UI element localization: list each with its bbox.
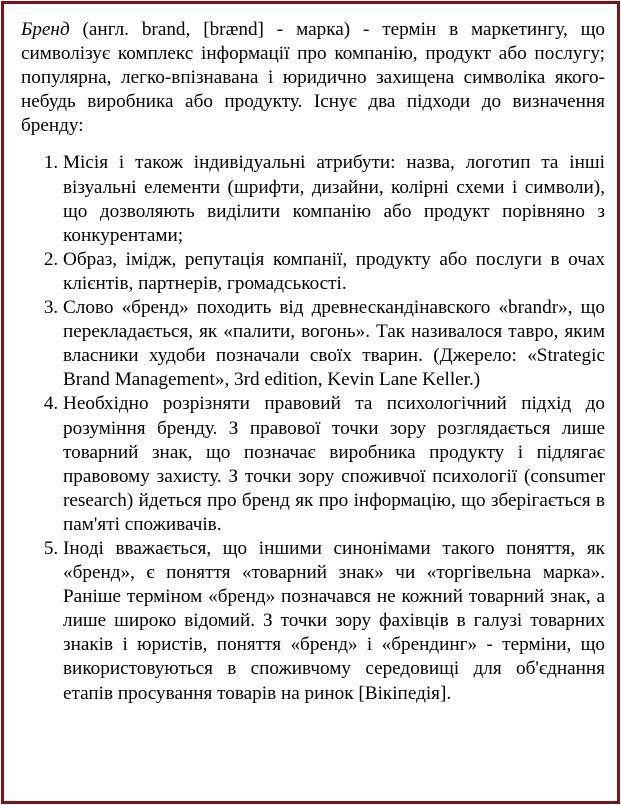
list-item: 2. Образ, імідж, репутація компанії, продукту або послуги в очах клієнтів, партнерів, громадськості. [63,248,605,296]
list-item: 5. Іноді вважається, що іншими синонімами такого поняття, як «бренд», є поняття «товарний знак» чи «торгівельна марка». Раніше терміном «бренд» позначався не кожний товарний знак, а лише широко відомий. З точки зору фахівців в галузі товарних знаків і юристів, поняття «бренд» і «брендинг» - терміни, що використовуються в споживчому середовищі для об'єднання етапів просування товарів на ринок [Вікіпедія]. [63,537,605,706]
document-frame [1,1,620,804]
intro-text: (англ. brand, [brænd] - марка) - термін в маркетингу, що символізує комплекс інформації про компанію, продукт або послугу; популярна, легко-впізнавана і юридично захищена символіка якого-небудь виробника або продукту. Існує два підходи до визначення бренду: [21,19,605,137]
list-item: 3. Слово «бренд» походить від древнескандінавского «brandr», що перекладається, як «палити, вогонь». Так називалося тавро, яким власники худоби позначали своїх тварин. (Джерело: «Strategic Brand Management», 3rd edition, Kevin Lane Keller.) [63,296,605,392]
intro-paragraph [21,18,605,138]
list-item: 1. Місія і також індивідуальні атрибути: назва, логотип та інші візуальні елементи (шрифти, дизайни, колірні схеми і символи), що дозволяють виділити компанію або продукт порівняно з конкурентами; [63,151,605,247]
list-item: 4. Необхідно розрізняти правовий та психологічний підхід до розуміння бренду. З правової точки зору розглядається лише товарний знак, що позначає виробника продукту і підлягає правовому захисту. З точки зору споживчої психології (consumer research) йдеться про бренд як про інформацію, що зберігається в пам'яті споживачів. [63,392,605,537]
document-body [21,18,605,706]
intro-term: Бренд [21,19,70,40]
definition-list [21,151,605,705]
